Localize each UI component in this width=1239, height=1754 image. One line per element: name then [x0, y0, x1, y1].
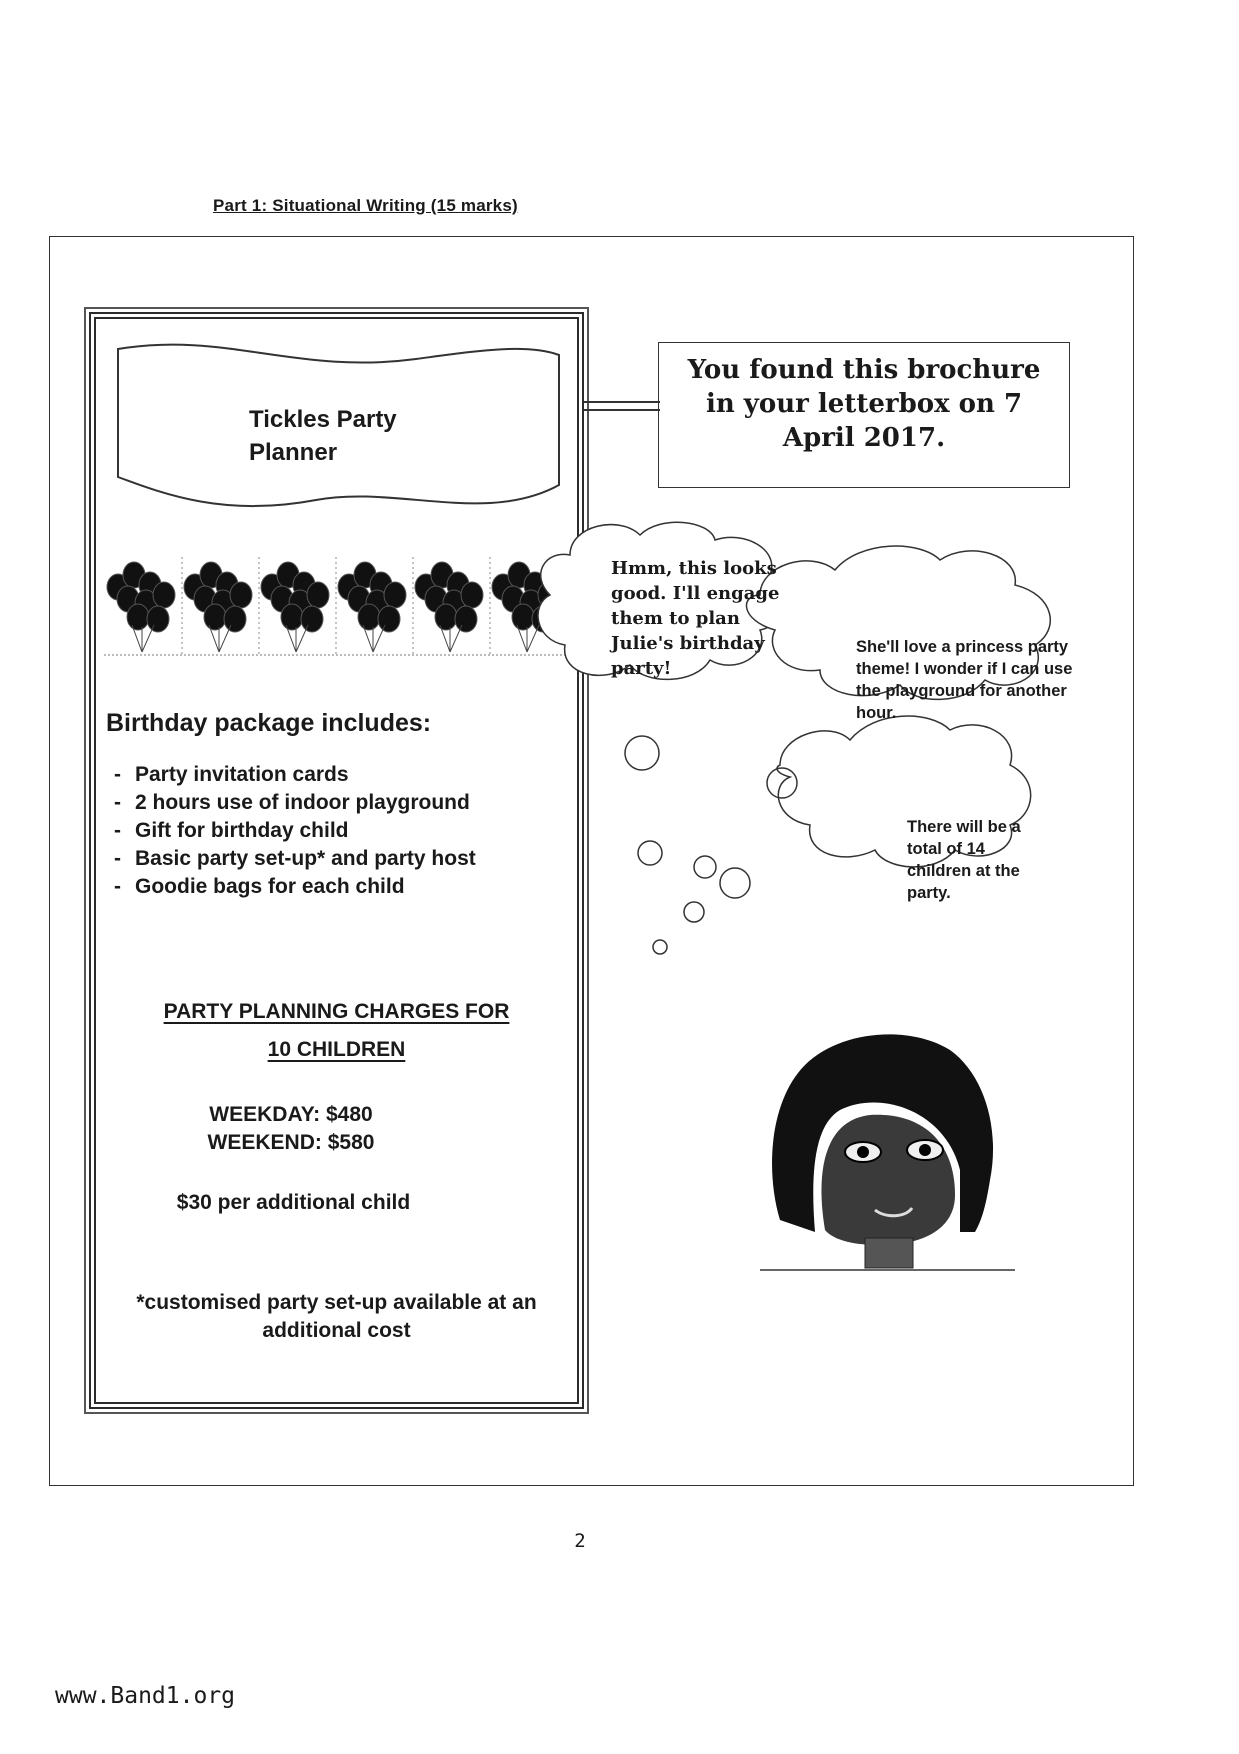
- package-item: - Party invitation cards: [108, 761, 528, 789]
- balloon: [435, 604, 457, 630]
- additional-child-price: $30 per additional child: [176, 1191, 411, 1214]
- balloon: [378, 606, 400, 632]
- thought-bubble: [638, 841, 662, 865]
- charges-heading-line1: PARTY PLANNING CHARGES FOR: [163, 1000, 510, 1023]
- balloon: [281, 604, 303, 630]
- weekend-price: WEEKEND: $580: [207, 1131, 375, 1154]
- thought-bubble: [720, 868, 750, 898]
- thought-bubble: [653, 940, 667, 954]
- brochure-banner: [116, 335, 561, 535]
- brochure-title-line1: Tickles Party: [249, 406, 397, 433]
- package-item: - Gift for birthday child: [108, 817, 528, 845]
- callout-box: You found this brochure in your letterbox on 7 April 2017.: [658, 342, 1070, 488]
- balloon-bunch: [261, 557, 336, 655]
- package-heading: Birthday package includes:: [106, 709, 432, 737]
- balloon: [384, 582, 406, 608]
- balloon: [230, 582, 252, 608]
- thought-text-3: There will be a total of 14 children at the party.: [907, 818, 1021, 902]
- package-item: - Basic party set-up* and party host: [108, 845, 528, 873]
- balloon: [301, 606, 323, 632]
- footer-url: www.Band1.org: [55, 1683, 236, 1709]
- balloon: [461, 582, 483, 608]
- brochure-title: [249, 403, 469, 469]
- balloon: [147, 606, 169, 632]
- part-heading: Part 1: Situational Writing (15 marks): [213, 196, 518, 215]
- balloon: [455, 606, 477, 632]
- package-list: [108, 761, 528, 901]
- thought-text-2: She'll love a princess party theme! I wonder if I can use the playground for another hour.: [856, 638, 1073, 722]
- charges-heading-line2: 10 CHILDREN: [267, 1038, 406, 1061]
- prices: [96, 1101, 486, 1157]
- footnote: *customised party set-up available at an additional cost: [136, 1291, 537, 1342]
- balloon: [358, 604, 380, 630]
- package-item: - Goodie bags for each child: [108, 873, 528, 901]
- charges-heading: [96, 993, 577, 1069]
- balloon: [153, 582, 175, 608]
- brochure: [89, 312, 584, 1409]
- callout-connector: [584, 401, 660, 411]
- balloon-bunch: [338, 557, 413, 655]
- balloon: [127, 604, 149, 630]
- balloon: [224, 606, 246, 632]
- thought-text-1: Hmm, this looks good. I'll engage them to plan Julie's birthday party!: [611, 558, 780, 679]
- balloon: [307, 582, 329, 608]
- balloon-bunch: [415, 557, 490, 655]
- thought-bubble: [625, 736, 659, 770]
- balloon-bunch: [184, 557, 259, 655]
- weekday-price: WEEKDAY: $480: [209, 1103, 373, 1126]
- page-number: 2: [574, 1530, 586, 1552]
- package-item: - 2 hours use of indoor playground: [108, 789, 528, 817]
- balloon: [204, 604, 226, 630]
- balloons-illustration: [104, 557, 574, 657]
- brochure-title-line2: Planner: [249, 439, 338, 466]
- balloon-bunch: [107, 557, 182, 655]
- thought-bubble: [694, 856, 716, 878]
- thought-bubble: [684, 902, 704, 922]
- girl-illustration: [760, 1020, 1030, 1280]
